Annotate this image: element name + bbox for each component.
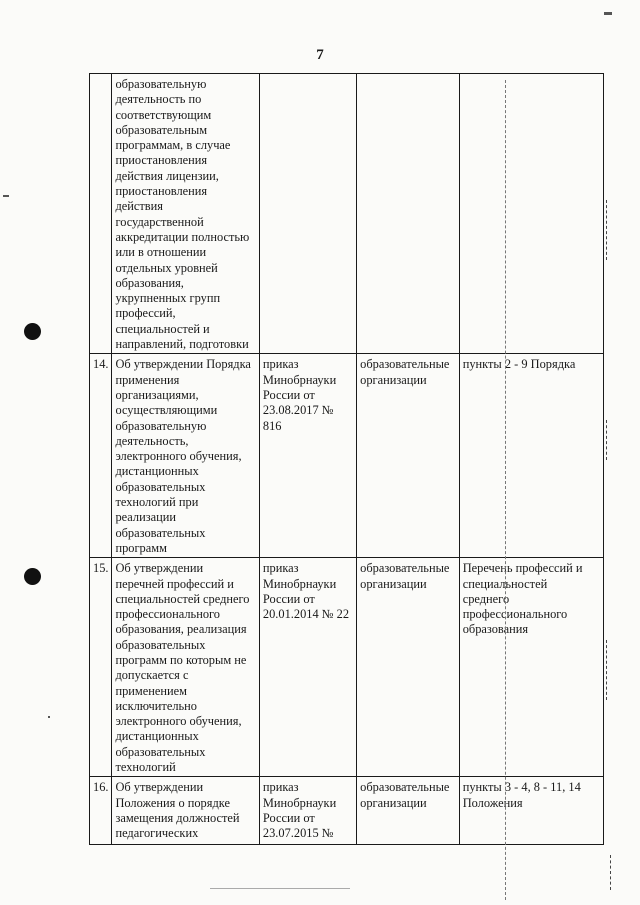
subjects-cell	[357, 74, 460, 354]
page-number: 7	[316, 47, 324, 63]
act-details-cell	[259, 74, 356, 354]
row-number-cell: 15.	[90, 558, 112, 777]
scan-edge-mark	[606, 420, 607, 460]
act-title-cell: Об утверждении Положения о порядке замещения должностей педагогических	[112, 777, 259, 845]
act-title-cell: Об утверждении перечней профессий и специальностей среднего профессионального образования, реализация образовательных программ по которым не допускается с применением исключительно электронного обучения, дистанционных образовательных технологий	[112, 558, 259, 777]
scan-edge-mark	[606, 200, 607, 260]
scan-speck	[604, 12, 612, 15]
scan-fold-mark	[505, 80, 506, 900]
row-number-cell: 16.	[90, 777, 112, 845]
act-details-cell: приказ Минобрнауки России от 23.08.2017 № 816	[259, 354, 356, 558]
act-title-cell: Об утверждении Порядка применения организациями, осуществляющими образовательную деятельность, электронного обучения, дистанционных образовательных технологий при реализации образовательных программ	[112, 354, 259, 558]
punch-hole-icon	[24, 323, 41, 340]
provisions-cell: Перечень профессий и специальностей среднего профессионального образования	[459, 558, 603, 777]
requirements-table	[89, 73, 604, 845]
provisions-cell: пункты 3 - 4, 8 - 11, 14 Положения	[459, 777, 603, 845]
subjects-cell: образовательные организации	[357, 777, 460, 845]
scan-speck	[48, 716, 50, 718]
punch-hole-icon	[24, 568, 41, 585]
scan-edge-mark	[610, 855, 611, 890]
table-row	[90, 354, 604, 558]
act-title-cell: образовательную деятельность по соответствующим образовательным программам, в случае приостановления действия лицензии, приостановления действия государственной аккредитации полностью или в отношении отдельных уровней образования, укрупненных групп профессий, специальностей и направлений, подготовки	[112, 74, 259, 354]
subjects-cell: образовательные организации	[357, 354, 460, 558]
row-number-cell: 14.	[90, 354, 112, 558]
scan-edge-mark	[606, 640, 607, 700]
subjects-cell: образовательные организации	[357, 558, 460, 777]
scan-speck	[210, 888, 350, 889]
table-row	[90, 777, 604, 845]
scan-speck	[3, 195, 9, 197]
row-number-cell	[90, 74, 112, 354]
table-row	[90, 74, 604, 354]
provisions-cell	[459, 74, 603, 354]
act-details-cell: приказ Минобрнауки России от 23.07.2015 №	[259, 777, 356, 845]
act-details-cell: приказ Минобрнауки России от 20.01.2014 № 22	[259, 558, 356, 777]
table-row	[90, 558, 604, 777]
provisions-cell: пункты 2 - 9 Порядка	[459, 354, 603, 558]
